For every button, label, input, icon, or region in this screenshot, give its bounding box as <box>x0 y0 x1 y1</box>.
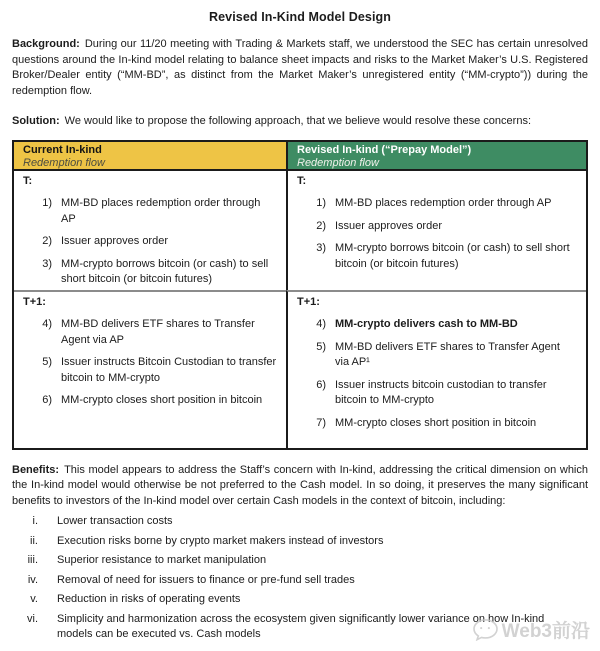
list-item <box>23 317 277 348</box>
item-number: 4) <box>316 318 326 330</box>
phase-label-t: T: <box>297 174 307 187</box>
item-text: MM-crypto borrows bitcoin (or cash) to sell short bitcoin (or bitcoin futures) <box>335 242 570 270</box>
item-number: 6) <box>316 378 326 391</box>
roman-numeral: iv. <box>27 573 38 586</box>
list-item <box>23 257 277 288</box>
item-number: 5) <box>42 356 52 368</box>
watermark-text: Web3前沿 <box>501 621 590 642</box>
page-title: Revised In-Kind Model Design <box>209 10 391 24</box>
benefit-item <box>12 592 588 608</box>
list-item <box>23 196 277 227</box>
phase-label-t: T: <box>23 174 33 187</box>
item-number: 2) <box>42 235 52 247</box>
list-item <box>297 241 577 272</box>
benefits-list <box>12 514 588 643</box>
item-number: 7) <box>316 416 326 429</box>
item-text: Issuer approves order <box>335 219 442 232</box>
list-item <box>23 355 277 386</box>
benefit-item <box>12 553 588 569</box>
benefit-text: Reduction in risks of operating events <box>57 593 241 605</box>
current-t1-cell <box>14 290 286 448</box>
list-item <box>297 196 577 212</box>
benefit-text: Execution risks borne by crypto market makers instead of investors <box>57 534 384 547</box>
item-text: MM-BD places redemption order through AP <box>61 197 261 225</box>
item-number: 4) <box>42 318 52 330</box>
header-cell-revised-inkind <box>286 142 586 171</box>
roman-numeral: ii. <box>30 534 38 547</box>
item-number: 1) <box>316 197 326 209</box>
benefit-text: Simplicity and harmonization across the ecosystem given significantly lower variance on how In-kind models can be executed vs. Cash models <box>57 612 545 640</box>
table-header-row <box>14 142 586 171</box>
benefits-text: This model appears to address the Staff’s concern with In-kind, addressing the critical dimension on which the In-kind model would otherwise be not preferred to the Cash model. In so doing, it preserves the many significant benefits to investors of the In-kind model over certain Cash models in the context of bitcoin, including: <box>12 463 588 507</box>
benefit-item <box>12 612 588 643</box>
item-text: MM-crypto closes short position in bitcoin <box>335 416 537 429</box>
item-text: MM-BD delivers ETF shares to Transfer Agent via AP <box>61 318 255 346</box>
benefit-item <box>12 534 588 550</box>
current-inkind-title: Current In-kind <box>23 143 102 156</box>
list-item <box>297 378 577 409</box>
list-item <box>297 219 577 235</box>
item-number: 1) <box>42 197 52 209</box>
benefit-text: Removal of need for issuers to finance or pre-fund sell trades <box>57 573 355 586</box>
table-row-t <box>14 171 586 290</box>
item-text: MM-crypto closes short position in bitcoin <box>61 394 263 406</box>
benefit-text: Lower transaction costs <box>57 515 173 527</box>
item-text: Issuer instructs bitcoin custodian to transfer bitcoin to MM-crypto <box>335 378 547 406</box>
comparison-table <box>12 140 588 450</box>
item-number: 3) <box>42 257 52 270</box>
solution-text: We would like to propose the following approach, that we believe would resolve these concerns: <box>64 115 532 127</box>
current-inkind-subtitle: Redemption flow <box>23 156 105 169</box>
background-text: During our 11/20 meeting with Trading & Markets staff, we understood the SEC has certain unresolved questions around the In-kind model relating to balance sheet impacts and risks to the Market Maker’s U.S. Registered Broker/Dealer entity (“MM-BD”, as distinct from the Market Maker’s unregistered entity (“MM-crypto”)) during the redemption flow. <box>12 38 588 97</box>
item-text: Issuer instructs Bitcoin Custodian to transfer bitcoin to MM-crypto <box>61 356 277 384</box>
phase-label-t1: T+1: <box>23 295 46 308</box>
background-paragraph <box>12 37 588 99</box>
list-item <box>23 393 277 409</box>
benefits-paragraph <box>12 463 588 510</box>
benefit-item <box>12 514 588 530</box>
list-item <box>297 317 577 333</box>
item-text-bold: MM-crypto delivers cash to MM-BD <box>335 318 518 330</box>
item-number: 3) <box>316 242 326 254</box>
item-number: 6) <box>42 394 52 406</box>
benefit-text: Superior resistance to market manipulation <box>57 554 267 566</box>
table-row-t-plus-1 <box>14 290 586 448</box>
item-text: MM-BD delivers ETF shares to Transfer Agent via AP¹ <box>335 340 560 368</box>
benefits-label: Benefits: <box>12 463 60 476</box>
revised-t1-cell <box>286 290 586 448</box>
item-text: MM-crypto borrows bitcoin (or cash) to sell short bitcoin (or bitcoin futures) <box>61 257 269 285</box>
revised-inkind-title: Revised In-kind (“Prepay Model”) <box>297 143 472 156</box>
revised-t-cell <box>286 171 586 290</box>
background-label: Background: <box>12 38 80 50</box>
roman-numeral: i. <box>32 515 38 527</box>
roman-numeral: iii. <box>27 554 38 566</box>
item-number: 2) <box>316 219 326 232</box>
roman-numeral: vi. <box>27 612 38 625</box>
item-text: MM-BD places redemption order through AP <box>335 197 552 209</box>
header-cell-current-inkind <box>14 142 286 171</box>
benefit-item <box>12 573 588 589</box>
item-text: Issuer approves order <box>61 235 168 247</box>
item-number: 5) <box>316 340 326 353</box>
revised-inkind-subtitle: Redemption flow <box>297 156 379 169</box>
solution-paragraph <box>12 114 588 130</box>
list-item <box>23 234 277 250</box>
roman-numeral: v. <box>30 593 38 605</box>
current-t-cell <box>14 171 286 290</box>
list-item <box>297 416 577 432</box>
phase-label-t1: T+1: <box>297 295 320 308</box>
solution-label: Solution: <box>12 115 60 127</box>
list-item <box>297 340 577 371</box>
